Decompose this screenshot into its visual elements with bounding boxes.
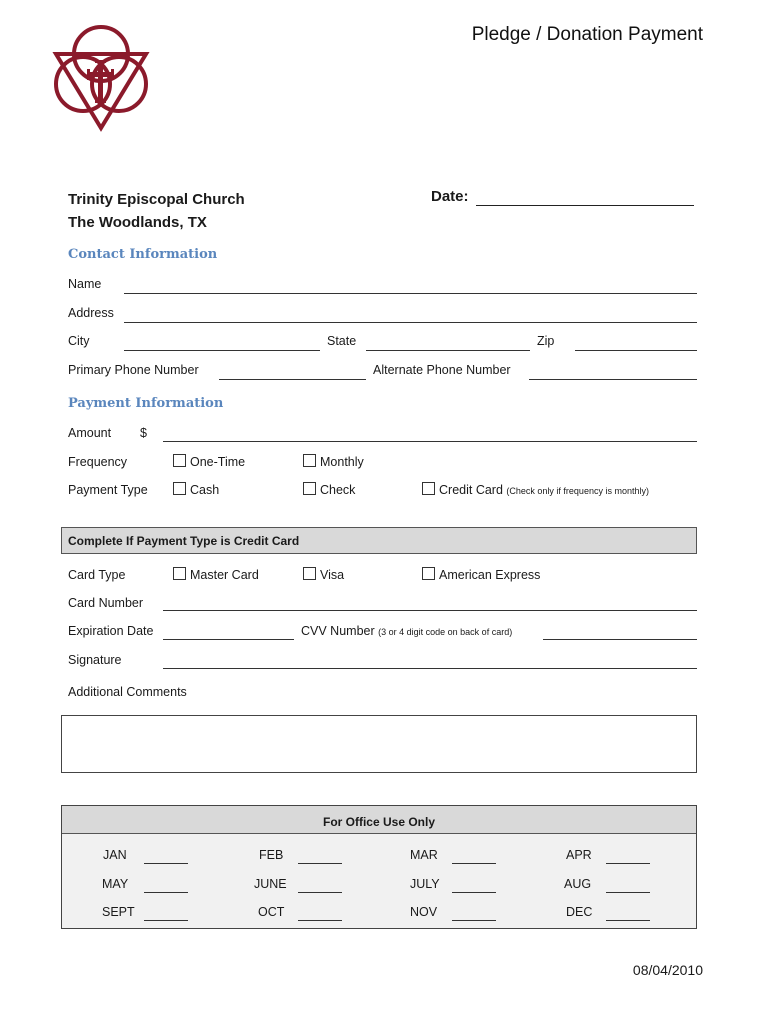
card-number-label: Card Number — [68, 596, 144, 610]
primary-phone-label: Primary Phone Number — [68, 363, 199, 377]
month-june: JUNE — [254, 877, 287, 891]
cvv-label — [301, 624, 512, 638]
revision-date: 08/04/2010 — [632, 962, 703, 978]
check-label: Check — [320, 483, 356, 497]
alt-phone-field[interactable] — [529, 379, 697, 380]
state-label: State — [327, 334, 357, 348]
form-title: Pledge / Donation Payment — [471, 24, 703, 45]
state-field[interactable] — [366, 350, 530, 351]
date-field[interactable] — [476, 205, 694, 206]
city-label: City — [68, 334, 90, 348]
cvv-text: CVV Number — [301, 624, 375, 638]
zip-field[interactable] — [575, 350, 697, 351]
alt-phone-label: Alternate Phone Number — [373, 363, 511, 377]
expiration-label: Expiration Date — [68, 624, 154, 638]
one-time-checkbox[interactable] — [173, 454, 186, 467]
cvv-field[interactable] — [543, 639, 697, 640]
visa-label: Visa — [320, 568, 345, 582]
month-feb: FEB — [259, 848, 284, 862]
office-use-header — [62, 806, 696, 834]
church-name-line: Trinity Episcopal Church — [68, 191, 245, 208]
name-label: Name — [68, 277, 102, 291]
month-sept: SEPT — [102, 905, 135, 919]
master-card-checkbox[interactable] — [173, 567, 186, 580]
amex-label: American Express — [439, 568, 541, 582]
credit-card-section-title: Complete If Payment Type is Credit Card — [68, 534, 300, 548]
city-field[interactable] — [124, 350, 320, 351]
visa-checkbox[interactable] — [303, 567, 316, 580]
expiration-field[interactable] — [163, 639, 294, 640]
month-dec: DEC — [566, 905, 593, 919]
address-field[interactable] — [124, 322, 697, 323]
frequency-label: Frequency — [68, 455, 128, 469]
credit-card-text: Credit Card — [439, 483, 503, 497]
currency-symbol: $ — [140, 426, 147, 440]
signature-field[interactable] — [163, 668, 697, 669]
one-time-label: One-Time — [190, 455, 246, 469]
card-number-field[interactable] — [163, 610, 697, 611]
comments-label: Additional Comments — [68, 685, 187, 699]
credit-card-label — [439, 483, 649, 497]
cash-checkbox[interactable] — [173, 482, 186, 495]
month-nov: NOV — [410, 905, 438, 919]
address-label: Address — [68, 306, 114, 320]
month-aug: AUG — [564, 877, 592, 891]
church-name — [68, 188, 245, 234]
contact-heading: Contact Information — [68, 247, 218, 262]
payment-heading: Payment Information — [68, 396, 224, 411]
month-july: JULY — [410, 877, 440, 891]
month-apr-field[interactable] — [606, 863, 650, 864]
month-sept-field[interactable] — [144, 920, 188, 921]
month-apr: APR — [566, 848, 592, 862]
name-field[interactable] — [124, 293, 697, 294]
cvv-note: (3 or 4 digit code on back of card) — [378, 627, 513, 637]
monthly-label: Monthly — [320, 455, 364, 469]
amount-field[interactable] — [163, 441, 697, 442]
month-july-field[interactable] — [452, 892, 496, 893]
comments-textarea[interactable] — [61, 715, 697, 773]
credit-card-section-header — [61, 527, 697, 554]
check-checkbox[interactable] — [303, 482, 316, 495]
amex-checkbox[interactable] — [422, 567, 435, 580]
amount-label: Amount — [68, 426, 112, 440]
primary-phone-field[interactable] — [219, 379, 366, 380]
payment-type-label: Payment Type — [68, 483, 148, 497]
month-may-field[interactable] — [144, 892, 188, 893]
month-oct-field[interactable] — [298, 920, 342, 921]
card-type-label: Card Type — [68, 568, 126, 582]
zip-label: Zip — [537, 334, 555, 348]
cash-label: Cash — [190, 483, 220, 497]
month-oct: OCT — [258, 905, 285, 919]
monthly-checkbox[interactable] — [303, 454, 316, 467]
credit-card-note: (Check only if frequency is monthly) — [506, 486, 649, 496]
master-card-label: Master Card — [190, 568, 259, 582]
month-jan: JAN — [103, 848, 127, 862]
month-feb-field[interactable] — [298, 863, 342, 864]
month-june-field[interactable] — [298, 892, 342, 893]
month-jan-field[interactable] — [144, 863, 188, 864]
office-use-box — [61, 805, 697, 929]
month-dec-field[interactable] — [606, 920, 650, 921]
month-nov-field[interactable] — [452, 920, 496, 921]
signature-label: Signature — [68, 653, 122, 667]
month-mar: MAR — [410, 848, 438, 862]
month-mar-field[interactable] — [452, 863, 496, 864]
month-may: MAY — [102, 877, 129, 891]
church-location-line: The Woodlands, TX — [68, 214, 207, 231]
credit-card-checkbox[interactable] — [422, 482, 435, 495]
office-use-title: For Office Use Only — [322, 815, 436, 829]
month-aug-field[interactable] — [606, 892, 650, 893]
date-label: Date: — [431, 188, 469, 205]
